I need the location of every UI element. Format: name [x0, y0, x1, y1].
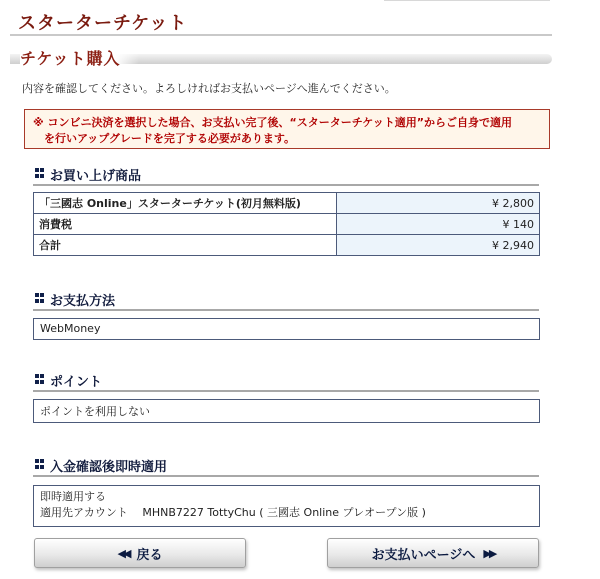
back-button[interactable]: [34, 538, 246, 568]
section-subtitle: チケット購入: [20, 46, 139, 69]
proceed-button-label: お支払いページへ: [371, 547, 476, 563]
total-label-cell: 合計: [34, 235, 337, 256]
purchase-heading-label: お買い上げ商品: [50, 169, 142, 184]
grid-square-icon: [35, 293, 45, 303]
table-row: [34, 235, 540, 256]
notice-box: [24, 109, 550, 149]
back-button-label: 戻る: [136, 547, 163, 563]
notice-line-1: ※ コンビニ決済を選択した場合、お支払い完了後、“スターターチケット適用”からご自身で適用: [33, 116, 512, 129]
notice-line-2: を行いアップグレードを完了する必要があります。: [44, 132, 296, 145]
grid-square-icon: [35, 168, 45, 178]
apply-setting: 即時適用する: [40, 490, 106, 503]
points-heading: [33, 370, 539, 392]
subtitle-bar: [10, 46, 552, 70]
points-box: [33, 399, 540, 423]
payment-heading: [33, 289, 539, 311]
apply-account: 適用先アカウント MHNB7227 TottyChu ( 三國志 Online プレオープン版 ): [40, 506, 426, 519]
apply-heading-label: 入金確認後即時適用: [50, 460, 168, 475]
intro-text: 内容を確認してください。よろしければお支払いページへ進んでください。: [22, 82, 396, 95]
page-title-bar: [10, 8, 552, 36]
total-value-cell: ¥ 2,940: [337, 235, 540, 256]
page-title: スターターチケット: [18, 13, 188, 34]
apply-box: [33, 485, 540, 527]
double-left-arrow-icon: ◀◀: [117, 546, 129, 560]
points-heading-label: ポイント: [50, 375, 103, 390]
item-name-cell: 「三國志 Online」スターターチケット(初月無料版): [34, 193, 337, 214]
table-row: [34, 214, 540, 235]
grid-square-icon: [35, 459, 45, 469]
table-row: [34, 193, 540, 214]
payment-method-value: WebMoney: [40, 322, 101, 335]
proceed-to-payment-button[interactable]: [327, 538, 539, 568]
purchase-heading: [33, 164, 539, 186]
payment-heading-label: お支払方法: [50, 294, 116, 309]
double-right-arrow-icon: ▶▶: [483, 546, 495, 560]
apply-heading: [33, 455, 539, 477]
purchase-table: [33, 192, 540, 256]
top-divider: [384, 0, 550, 1]
points-value: ポイントを利用しない: [40, 405, 150, 418]
item-price-cell: ¥ 2,800: [337, 193, 540, 214]
tax-value-cell: ¥ 140: [337, 214, 540, 235]
grid-square-icon: [35, 374, 45, 384]
tax-label-cell: 消費税: [34, 214, 337, 235]
payment-method-box: [33, 318, 540, 340]
